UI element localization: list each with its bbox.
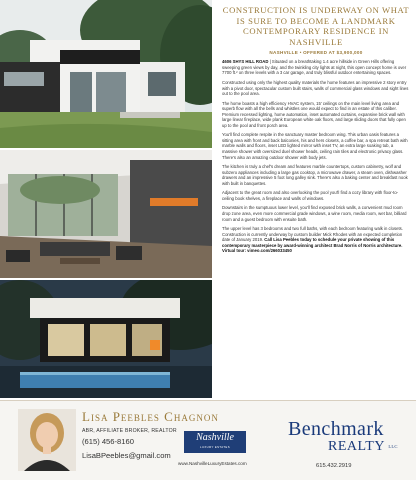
logo-small-text: LUXURY ESTATES bbox=[200, 445, 230, 449]
brokerage-name: Benchmark bbox=[288, 418, 384, 440]
brokerage-phone[interactable]: 615.432.2919 bbox=[316, 463, 352, 469]
brokerage-subname bbox=[328, 439, 404, 455]
paragraph-master-suite: You'll find complete respite in the sanctuary master bedroom wing. This urban oasis features a sitting area with front and back balconies, his and hers closets, a coffee bar, a spa retreat bath with marble walls and floors, inset LED lighted mirror with inset TV, an extra large soaking tub, a massive shower with oversized duel shower heads, ceiling rain tiles and electronic privacy glass. There's also an amazing outdoor shower with body jets. bbox=[222, 132, 408, 160]
location-price-line: NASHVILLE • OFFERED AT $3,900,000 bbox=[269, 50, 363, 56]
brokerage-realty: REALTY bbox=[328, 439, 385, 455]
website-link[interactable]: www.NashvilleLuxuryEstates.com bbox=[178, 461, 247, 466]
paragraph-kitchen: The kitchen is truly a chef's dream and features marble countertops, custom cabinetry, wolf and subzero appliances including a large gas cooktop, a microwave drawer, a steam oven, dishwasher drawers and an impressive 5 foot long galley sink. There's also a baking center and breakfast nook with built in banquettes. bbox=[222, 164, 408, 186]
agent-title: ABR, AFFILIATE BROKER, REALTOR bbox=[82, 428, 177, 434]
property-address: 4606 SHYS HILL ROAD bbox=[222, 59, 269, 65]
nashville-luxury-estates-logo bbox=[184, 431, 246, 453]
paragraph-lower-level: Downstairs in the sumptuous lower level, you'll find exposed brick walls, a convenient mud room drop zone area, even more commercial grade windows, a wine room, media room, wet bar, billiard room and a guest bedroom with ensuite bath. bbox=[222, 205, 407, 222]
listing-article bbox=[222, 5, 410, 397]
agent-phone[interactable]: (615) 456-8160 bbox=[82, 437, 134, 446]
agent-portrait bbox=[18, 409, 76, 471]
paragraph-intro bbox=[222, 59, 410, 76]
call-to-action: Call Lisa Peebles today to schedule your private showing of this contemporary masterpiece by award-winning architect Brad Norris of Norris architecture. Virtual tour: vimeo.com/266033450 bbox=[222, 237, 403, 254]
paragraph-upper-level bbox=[222, 226, 410, 254]
upper-level-text: The upper level has 3 bedrooms and two full baths, with each bedroom featuring walk in closets. Construction is currently underway by custom builder Mick Rhodes with an expected completion date of January 2019. bbox=[222, 226, 403, 243]
benchmark-realty-logo bbox=[288, 419, 404, 459]
interior-living-room-photo bbox=[0, 150, 212, 278]
exterior-rendering-photo bbox=[0, 0, 212, 148]
paragraph-library: Adjacent to the great room and also overlooking the pool you'll find a cozy library with floor-to-ceiling book shelves, a fireplace and walls of windows. bbox=[222, 190, 399, 201]
intro-text: | Situated on a breathtaking 1.4 acre hillside in Green Hills offering sweeping green views by day, and the twinkling city lights at night, this open concept home is over 7700 ft.² on three levels with a 3 car garage, and truly blissful outdoor entertaining spaces. bbox=[222, 59, 407, 76]
exterior-night-pool-photo bbox=[0, 280, 212, 398]
brokerage-llc: LLC bbox=[388, 444, 398, 449]
logo-script-text: Nashville bbox=[196, 432, 234, 443]
article-headline: CONSTRUCTION IS UNDERWAY ON WHAT IS SURE TO BECOME A LANDMARK CONTEMPORARY RESIDENCE IN NASHVILLE bbox=[222, 5, 410, 47]
photo-column bbox=[0, 0, 212, 398]
paragraph-features: The home boasts a high efficiency HVAC system, 15' ceilings on the main level living area and superb flow with all the bells and whistles one would expect to find in an estate of this caliber. Premium recessed lighting, home automation, inset automated curtains, expansive brick wall with large linear fireplace, wide plank European white oak floors, and large sliding doors that fully open up to the pool and front porch area. bbox=[222, 100, 406, 128]
paragraph-construction: Constructed using only the highest quality materials the home features an impressive 2 story entry with a pivot door, spectacular custom built stairs, walls of commercial glass windows and sight lines out to the pool area. bbox=[222, 80, 409, 97]
agent-email[interactable]: LisaBPeebles@gmail.com bbox=[82, 451, 171, 460]
agent-name: Lisa Peebles Chagnon bbox=[82, 409, 219, 424]
agent-footer bbox=[0, 400, 416, 480]
